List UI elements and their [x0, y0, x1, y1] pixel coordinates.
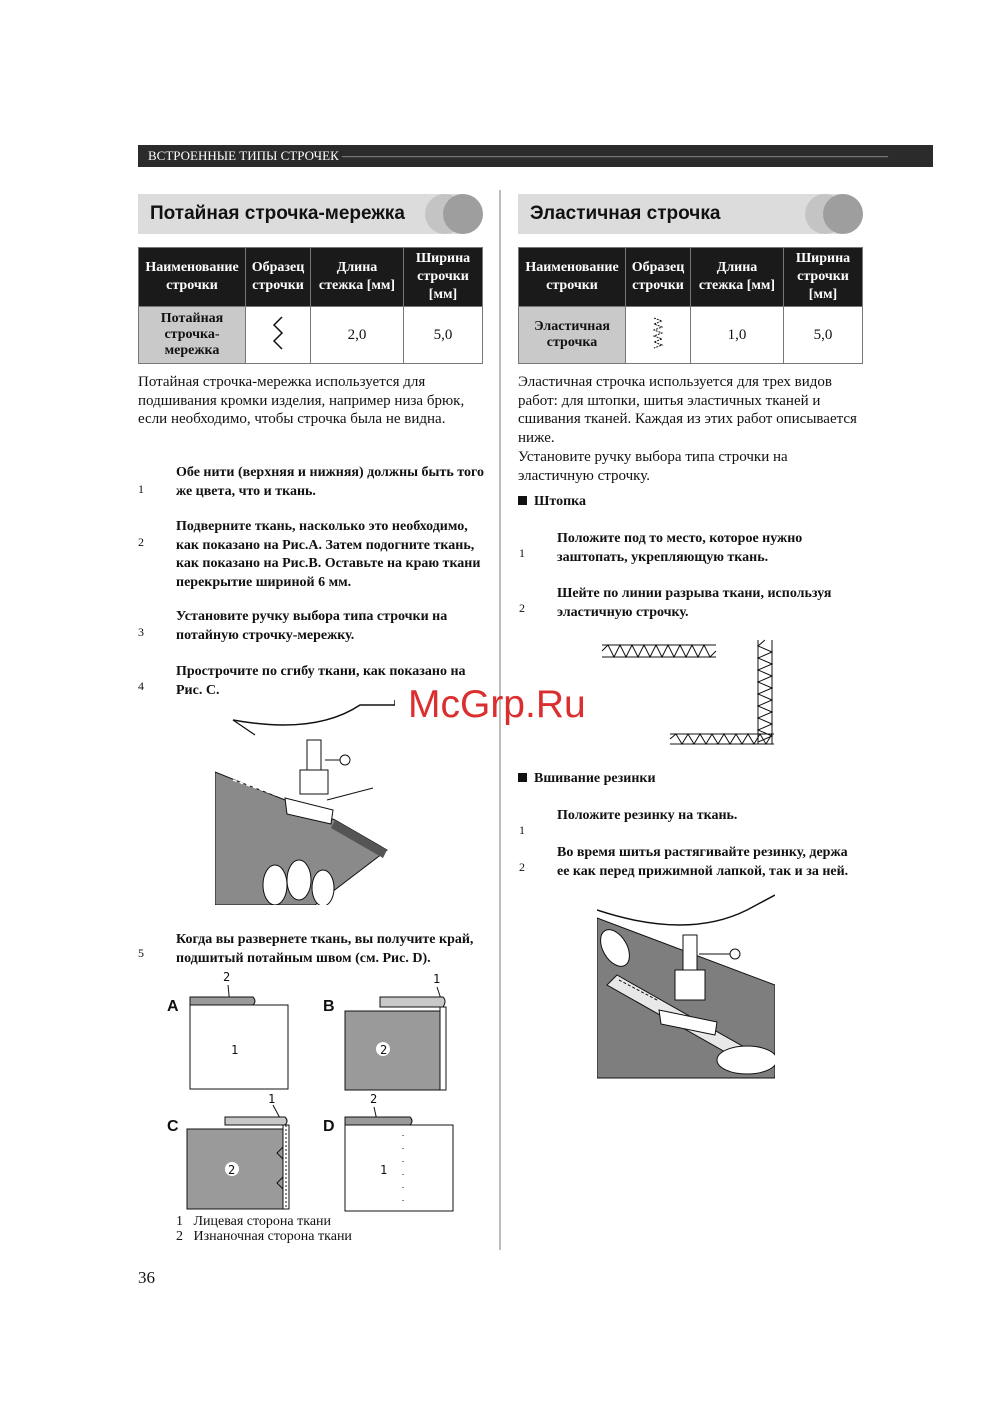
figure-letter: B [323, 998, 335, 1015]
blind-stitch-icon [268, 315, 288, 351]
left-section-title [138, 194, 481, 234]
step-text: Обе нити (верхняя и нижняя) должны быть того же цвета, что и ткань. [176, 465, 484, 499]
table-header: Наименование строчки [139, 248, 246, 307]
figure-callout: 1 [380, 1163, 388, 1177]
darning-heading [518, 494, 586, 510]
figure-callout: 2 [380, 1043, 388, 1057]
table-header: Длина стежка [мм] [311, 248, 404, 307]
square-bullet-icon [518, 496, 527, 505]
legend-num: 1 [176, 1214, 183, 1229]
elastic-stitch-icon [648, 315, 668, 351]
square-bullet-icon [518, 773, 527, 782]
page-number: 36 [138, 1268, 155, 1287]
figure-callout: 1 [433, 972, 441, 986]
stitch-width-cell: 5,0 [404, 307, 483, 364]
step-text: Во время шитья растягивайте резинку, держа ее как перед прижимной лапкой, так и за ней. [557, 845, 849, 879]
legend-text: Лицевая сторона ткани [193, 1214, 332, 1229]
stitch-sample-cell [626, 307, 691, 364]
step-number: 3 [138, 625, 144, 639]
figure-letter: A [167, 998, 179, 1015]
hem-folding-diagrams [185, 985, 465, 1215]
stitch-length-cell: 2,0 [311, 307, 404, 364]
figure-callout: 1 [231, 1043, 239, 1057]
left-intro: Потайная строчка-мережка используется для подшивания кромки изделия, например низа брюк, если необходимо, чтобы строчка была не видна. [138, 374, 465, 427]
figure-letter: C [167, 1118, 179, 1135]
step-text: Когда вы развернете ткань, вы получите край, подшитый потайным швом (см. Рис. D). [176, 932, 474, 966]
right-section-title [518, 194, 861, 234]
step-text: Прострочите по сгибу ткани, как показано на Рис. C. [176, 664, 466, 698]
legend-item [176, 1229, 352, 1245]
step-text: Подверните ткань, насколько это необходимо, как показано на Рис.A. Затем подогните ткань, как показано на Рис.B. Оставьте на краю ткани перекрытие шириной 6 мм. [176, 519, 481, 590]
left-title-text: Потайная строчка-мережка [150, 203, 405, 224]
step-text: Установите ручку выбора типа строчки на потайную строчку-мережку. [176, 609, 448, 643]
elastic-heading-text: Вшивание резинки [534, 771, 656, 786]
table-header: Наименование строчки [519, 248, 626, 307]
stitch-name-cell: Эластичная строчка [519, 307, 626, 364]
right-intro-2: Установите ручку выбора типа строчки на эластичную строчку. [518, 449, 788, 484]
darning-stitch-illustration [598, 636, 780, 748]
darning-heading-text: Штопка [534, 494, 586, 509]
watermark: McGrp.Ru [408, 683, 586, 726]
figure-callout: 2 [223, 970, 231, 984]
step-number: 1 [138, 482, 144, 496]
header-dashes: —————————————————————————————————————————— [341, 148, 888, 163]
header-bar [138, 145, 933, 167]
table-header: Ширина строчки [мм] [784, 248, 863, 307]
elastic-sewing-illustration [597, 890, 775, 1080]
right-title-text: Эластичная строчка [530, 203, 721, 224]
right-spec-table [518, 247, 863, 364]
figure-letter: D [323, 1118, 335, 1135]
stitch-width-cell: 5,0 [784, 307, 863, 364]
stitch-sample-cell [246, 307, 311, 364]
stitch-length-cell: 1,0 [691, 307, 784, 364]
figure-callout: 2 [370, 1092, 378, 1106]
table-header: Ширина строчки [мм] [404, 248, 483, 307]
legend-item [176, 1214, 331, 1230]
legend-text: Изнаночная сторона ткани [193, 1229, 352, 1244]
title-pill-dark [823, 194, 863, 234]
blind-hem-sewing-illustration [215, 700, 395, 905]
table-header: Длина стежка [мм] [691, 248, 784, 307]
step-number: 5 [138, 946, 144, 960]
table-header: Образец строчки [246, 248, 311, 307]
figure-callout: 2 [228, 1163, 236, 1177]
step-number: 1 [519, 823, 525, 837]
elastic-heading [518, 771, 656, 787]
figure-callout: 1 [268, 1092, 276, 1106]
right-intro: Эластичная строчка используется для трех видов работ: для штопки, шитья эластичных тканей и сшивания тканей. Каждая из этих работ описывается ниже. [518, 374, 857, 446]
legend-num: 2 [176, 1229, 183, 1244]
title-pill-dark [443, 194, 483, 234]
table-header: Образец строчки [626, 248, 691, 307]
header-title: ВСТРОЕННЫЕ ТИПЫ СТРОЧЕК [148, 148, 339, 163]
stitch-name-cell: Потайная строчка-мережка [139, 307, 246, 364]
step-text: Положите резинку на ткань. [557, 808, 738, 823]
step-number: 4 [138, 679, 144, 693]
step-text: Шейте по линии разрыва ткани, используя эластичную строчку. [557, 586, 832, 620]
step-number: 1 [519, 546, 525, 560]
step-number: 2 [138, 535, 144, 549]
step-number: 2 [519, 860, 525, 874]
step-text: Положите под то место, которое нужно заштопать, укрепляющую ткань. [557, 531, 803, 565]
left-spec-table [138, 247, 483, 364]
step-number: 2 [519, 601, 525, 615]
